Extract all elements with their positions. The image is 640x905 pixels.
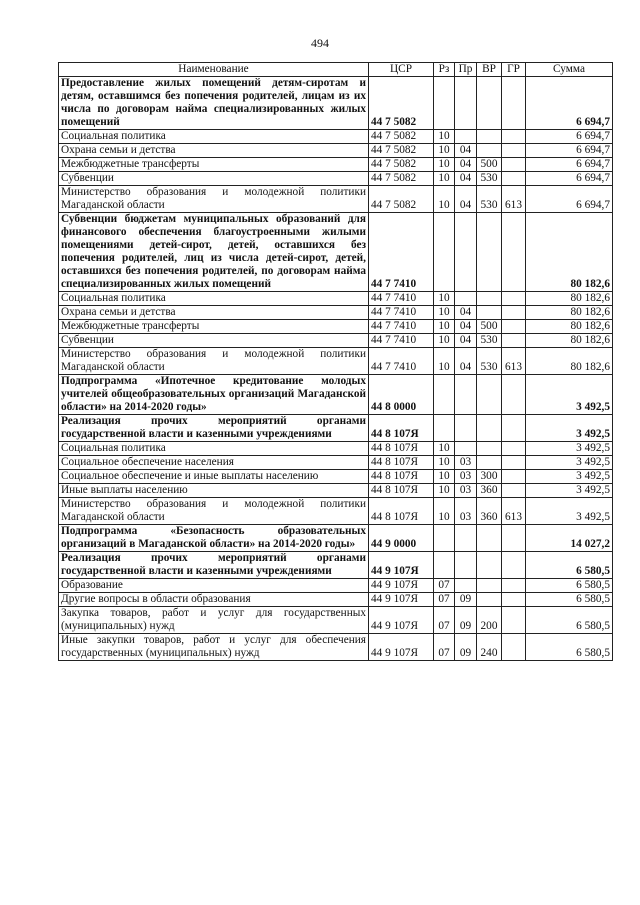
cell-gr	[502, 415, 526, 442]
cell-name: Подпрограмма «Безопасность образовательных организаций в Магаданской области» на 2014-2020 годы»	[59, 525, 369, 552]
cell-sum: 80 182,6	[526, 320, 613, 334]
cell-vr: 500	[477, 158, 502, 172]
cell-pr	[455, 442, 477, 456]
cell-pr	[455, 579, 477, 593]
budget-table	[58, 62, 613, 661]
cell-sum: 6 580,5	[526, 634, 613, 661]
cell-gr	[502, 593, 526, 607]
table-row	[59, 172, 613, 186]
header-name: Наименование	[59, 63, 369, 77]
cell-rz: 10	[434, 470, 455, 484]
cell-vr	[477, 579, 502, 593]
cell-pr: 03	[455, 498, 477, 525]
page-number: 494	[311, 36, 329, 50]
cell-gr	[502, 552, 526, 579]
table-row	[59, 456, 613, 470]
cell-gr	[502, 334, 526, 348]
cell-sum: 3 492,5	[526, 442, 613, 456]
cell-name: Закупка товаров, работ и услуг для государственных (муниципальных) нужд	[59, 607, 369, 634]
cell-vr: 300	[477, 470, 502, 484]
cell-vr	[477, 144, 502, 158]
cell-csr: 44 7 7410	[369, 213, 434, 292]
cell-csr: 44 8 107Я	[369, 456, 434, 470]
cell-pr: 04	[455, 348, 477, 375]
cell-sum: 3 492,5	[526, 470, 613, 484]
cell-csr: 44 9 107Я	[369, 579, 434, 593]
cell-gr: 613	[502, 498, 526, 525]
cell-csr: 44 8 107Я	[369, 470, 434, 484]
cell-vr: 360	[477, 484, 502, 498]
table-row	[59, 634, 613, 661]
table-row	[59, 77, 613, 130]
cell-vr: 360	[477, 498, 502, 525]
cell-pr	[455, 292, 477, 306]
cell-name: Межбюджетные трансферты	[59, 158, 369, 172]
cell-vr: 530	[477, 186, 502, 213]
cell-sum: 6 694,7	[526, 144, 613, 158]
cell-name: Охрана семьи и детства	[59, 306, 369, 320]
cell-gr: 613	[502, 348, 526, 375]
cell-pr: 03	[455, 456, 477, 470]
cell-rz: 10	[434, 484, 455, 498]
header-csr: ЦСР	[369, 63, 434, 77]
cell-csr: 44 7 7410	[369, 334, 434, 348]
cell-name: Субвенции бюджетам муниципальных образований для финансового обеспечения благоустроенными жилыми помещениями детей-сирот, детей, оставшихся без попечения родителей, лиц из числа детей-сирот, детей, оставшихся без попечения родителей, по договорам найма специализированных жилых помещений	[59, 213, 369, 292]
cell-vr	[477, 525, 502, 552]
table-row	[59, 334, 613, 348]
cell-csr: 44 7 5082	[369, 77, 434, 130]
cell-sum: 80 182,6	[526, 213, 613, 292]
table-row	[59, 375, 613, 415]
cell-name: Субвенции	[59, 334, 369, 348]
cell-vr: 200	[477, 607, 502, 634]
cell-sum: 3 492,5	[526, 484, 613, 498]
cell-gr	[502, 77, 526, 130]
cell-rz	[434, 375, 455, 415]
cell-rz: 10	[434, 186, 455, 213]
table-row	[59, 415, 613, 442]
cell-csr: 44 7 5082	[369, 186, 434, 213]
cell-csr: 44 7 5082	[369, 172, 434, 186]
cell-rz: 07	[434, 634, 455, 661]
cell-name: Министерство образования и молодежной политики Магаданской области	[59, 348, 369, 375]
cell-sum: 3 492,5	[526, 375, 613, 415]
cell-pr: 04	[455, 334, 477, 348]
table-row	[59, 186, 613, 213]
table-row	[59, 593, 613, 607]
cell-sum: 6 580,5	[526, 579, 613, 593]
cell-name: Социальная политика	[59, 292, 369, 306]
header-pr: Пр	[455, 63, 477, 77]
cell-csr: 44 7 7410	[369, 348, 434, 375]
cell-pr: 04	[455, 320, 477, 334]
cell-rz	[434, 213, 455, 292]
cell-vr	[477, 375, 502, 415]
cell-csr: 44 8 107Я	[369, 415, 434, 442]
cell-gr	[502, 470, 526, 484]
cell-csr: 44 8 107Я	[369, 498, 434, 525]
cell-vr: 240	[477, 634, 502, 661]
cell-gr	[502, 456, 526, 470]
cell-csr: 44 9 107Я	[369, 607, 434, 634]
cell-csr: 44 9 0000	[369, 525, 434, 552]
cell-rz: 10	[434, 130, 455, 144]
cell-sum: 6 580,5	[526, 552, 613, 579]
cell-sum: 3 492,5	[526, 456, 613, 470]
cell-gr	[502, 634, 526, 661]
table-row	[59, 348, 613, 375]
cell-name: Министерство образования и молодежной политики Магаданской области	[59, 186, 369, 213]
cell-rz: 10	[434, 334, 455, 348]
cell-sum: 6 580,5	[526, 593, 613, 607]
cell-name: Социальная политика	[59, 442, 369, 456]
cell-rz: 10	[434, 348, 455, 375]
cell-pr: 09	[455, 593, 477, 607]
cell-csr: 44 7 5082	[369, 158, 434, 172]
cell-name: Социальное обеспечение населения	[59, 456, 369, 470]
cell-name: Предоставление жилых помещений детям-сиротам и детям, оставшимся без попечения родителей, лицам из их числа по договорам найма специализированных жилых помещений	[59, 77, 369, 130]
cell-vr	[477, 292, 502, 306]
header-sum: Сумма	[526, 63, 613, 77]
cell-gr	[502, 375, 526, 415]
cell-name: Министерство образования и молодежной политики Магаданской области	[59, 498, 369, 525]
table-header-row	[59, 63, 613, 77]
cell-pr: 04	[455, 172, 477, 186]
cell-sum: 80 182,6	[526, 306, 613, 320]
cell-sum: 6 580,5	[526, 607, 613, 634]
cell-sum: 80 182,6	[526, 348, 613, 375]
table-row	[59, 320, 613, 334]
cell-vr	[477, 77, 502, 130]
cell-rz: 10	[434, 320, 455, 334]
cell-rz: 10	[434, 144, 455, 158]
cell-name: Другие вопросы в области образования	[59, 593, 369, 607]
cell-vr	[477, 456, 502, 470]
cell-csr: 44 8 107Я	[369, 484, 434, 498]
cell-csr: 44 9 107Я	[369, 593, 434, 607]
cell-csr: 44 7 7410	[369, 306, 434, 320]
cell-csr: 44 7 7410	[369, 292, 434, 306]
header-rz: Рз	[434, 63, 455, 77]
cell-pr	[455, 525, 477, 552]
cell-gr	[502, 213, 526, 292]
cell-rz	[434, 525, 455, 552]
cell-name: Образование	[59, 579, 369, 593]
cell-gr	[502, 158, 526, 172]
header-vr: ВР	[477, 63, 502, 77]
cell-rz: 10	[434, 172, 455, 186]
cell-vr	[477, 306, 502, 320]
table-row	[59, 579, 613, 593]
cell-gr	[502, 172, 526, 186]
cell-vr: 530	[477, 348, 502, 375]
cell-rz	[434, 552, 455, 579]
cell-gr	[502, 442, 526, 456]
cell-pr	[455, 77, 477, 130]
table-row	[59, 144, 613, 158]
cell-sum: 3 492,5	[526, 415, 613, 442]
cell-sum: 6 694,7	[526, 77, 613, 130]
cell-pr: 04	[455, 144, 477, 158]
cell-pr: 04	[455, 306, 477, 320]
cell-rz: 10	[434, 158, 455, 172]
cell-gr	[502, 292, 526, 306]
cell-vr	[477, 130, 502, 144]
cell-name: Иные выплаты населению	[59, 484, 369, 498]
header-gr: ГР	[502, 63, 526, 77]
cell-sum: 6 694,7	[526, 158, 613, 172]
cell-vr: 500	[477, 320, 502, 334]
cell-gr	[502, 579, 526, 593]
cell-sum: 6 694,7	[526, 172, 613, 186]
table-row	[59, 442, 613, 456]
cell-sum: 80 182,6	[526, 334, 613, 348]
cell-name: Иные закупки товаров, работ и услуг для обеспечения государственных (муниципальных) нужд	[59, 634, 369, 661]
cell-csr: 44 7 5082	[369, 130, 434, 144]
cell-csr: 44 7 5082	[369, 144, 434, 158]
cell-gr	[502, 484, 526, 498]
cell-vr	[477, 213, 502, 292]
cell-pr	[455, 415, 477, 442]
cell-name: Социальное обеспечение и иные выплаты населению	[59, 470, 369, 484]
table-row	[59, 607, 613, 634]
table-row	[59, 484, 613, 498]
cell-name: Охрана семьи и детства	[59, 144, 369, 158]
cell-rz: 07	[434, 579, 455, 593]
cell-rz: 10	[434, 498, 455, 525]
cell-gr	[502, 320, 526, 334]
cell-pr: 04	[455, 186, 477, 213]
cell-vr	[477, 415, 502, 442]
cell-rz: 10	[434, 292, 455, 306]
cell-sum: 6 694,7	[526, 130, 613, 144]
table-row	[59, 552, 613, 579]
cell-csr: 44 9 107Я	[369, 552, 434, 579]
cell-name: Реализация прочих мероприятий органами государственной власти и казенными учреждениями	[59, 552, 369, 579]
cell-rz: 10	[434, 442, 455, 456]
cell-vr	[477, 593, 502, 607]
cell-sum: 14 027,2	[526, 525, 613, 552]
table-row	[59, 158, 613, 172]
cell-name: Подпрограмма «Ипотечное кредитование молодых учителей общеобразовательных организаций Магаданской области» на 2014-2020 годы»	[59, 375, 369, 415]
cell-sum: 6 694,7	[526, 186, 613, 213]
cell-csr: 44 8 0000	[369, 375, 434, 415]
cell-pr: 09	[455, 607, 477, 634]
cell-csr: 44 9 107Я	[369, 634, 434, 661]
cell-pr	[455, 130, 477, 144]
cell-rz: 10	[434, 306, 455, 320]
cell-vr	[477, 442, 502, 456]
table-row	[59, 130, 613, 144]
cell-gr	[502, 525, 526, 552]
cell-rz: 10	[434, 456, 455, 470]
cell-csr: 44 7 7410	[369, 320, 434, 334]
cell-sum: 80 182,6	[526, 292, 613, 306]
cell-pr	[455, 213, 477, 292]
table-row	[59, 525, 613, 552]
cell-gr	[502, 130, 526, 144]
cell-gr: 613	[502, 186, 526, 213]
table-row	[59, 470, 613, 484]
cell-pr	[455, 552, 477, 579]
table-row	[59, 292, 613, 306]
cell-name: Субвенции	[59, 172, 369, 186]
cell-rz	[434, 77, 455, 130]
cell-gr	[502, 144, 526, 158]
cell-pr	[455, 375, 477, 415]
cell-vr	[477, 552, 502, 579]
cell-pr: 03	[455, 484, 477, 498]
cell-rz	[434, 415, 455, 442]
cell-name: Социальная политика	[59, 130, 369, 144]
cell-gr	[502, 306, 526, 320]
table-row	[59, 213, 613, 292]
cell-name: Межбюджетные трансферты	[59, 320, 369, 334]
table-row	[59, 306, 613, 320]
cell-pr: 04	[455, 158, 477, 172]
cell-name: Реализация прочих мероприятий органами государственной власти и казенными учреждениями	[59, 415, 369, 442]
table-row	[59, 498, 613, 525]
cell-sum: 3 492,5	[526, 498, 613, 525]
cell-rz: 07	[434, 607, 455, 634]
cell-csr: 44 8 107Я	[369, 442, 434, 456]
cell-gr	[502, 607, 526, 634]
cell-pr: 09	[455, 634, 477, 661]
cell-vr: 530	[477, 172, 502, 186]
cell-rz: 07	[434, 593, 455, 607]
cell-pr: 03	[455, 470, 477, 484]
cell-vr: 530	[477, 334, 502, 348]
